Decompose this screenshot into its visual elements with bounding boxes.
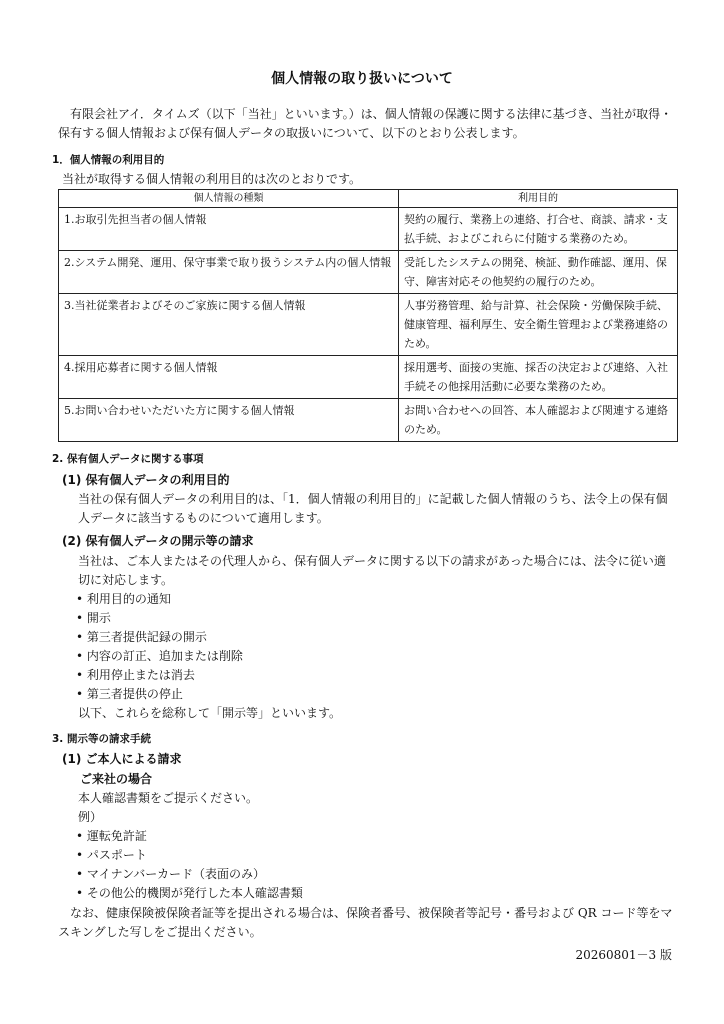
section-1-heading: 1．個人情報の利用目的 bbox=[52, 154, 165, 166]
section-2-heading: 2. 保有個人データに関する事項 bbox=[52, 453, 204, 465]
example-label: 例） bbox=[78, 810, 103, 824]
table-cell-purpose: 契約の履行、業務上の連絡、打合せ、商談、請求・支払手続、およびこれらに付随する業務のため。 bbox=[399, 208, 678, 251]
list-item: • マイナンバーカード（表面のみ） bbox=[76, 865, 303, 884]
section-1-lead: 当社が取得する個人情報の利用目的は次のとおりです。 bbox=[62, 172, 362, 186]
table-cell-type: 1.お取引先担当者の個人情報 bbox=[59, 208, 399, 251]
section-2-sub1-heading: (1) 保有個人データの利用目的 bbox=[62, 473, 230, 487]
table-row bbox=[59, 294, 678, 356]
list-item: • 内容の訂正、追加または削除 bbox=[76, 647, 243, 666]
table-cell-purpose: 採用選考、面接の実施、採否の決定および連絡、入社手続その他採用活動に必要な業務のため。 bbox=[399, 356, 678, 399]
id-document-list bbox=[76, 827, 303, 903]
list-item: • 利用目的の通知 bbox=[76, 590, 243, 609]
table-cell-purpose: 人事労務管理、給与計算、社会保険・労働保険手続、健康管理、福利厚生、安全衛生管理および業務連絡のため。 bbox=[399, 294, 678, 356]
table-row bbox=[59, 208, 678, 251]
list-item: • パスポート bbox=[76, 846, 303, 865]
table-cell-type: 2.システム開発、運用、保守事業で取り扱うシステム内の個人情報 bbox=[59, 251, 399, 294]
table-header-purpose: 利用目的 bbox=[399, 190, 678, 208]
intro-paragraph: 有限会社アイ．タイムズ（以下「当社」といいます。）は、個人情報の保護に関する法律に基づき、当社が取得・保有する個人情報および保有個人データの取扱いについて、以下のとおり公表します。 bbox=[58, 107, 673, 140]
list-item: • 第三者提供の停止 bbox=[76, 685, 243, 704]
table-row bbox=[59, 399, 678, 442]
table-header-type: 個人情報の種類 bbox=[59, 190, 399, 208]
disclosure-request-list bbox=[76, 590, 243, 704]
list-item: • その他公的機関が発行した本人確認書類 bbox=[76, 884, 303, 903]
page-title: 個人情報の取り扱いについて bbox=[271, 71, 453, 87]
table-cell-type: 3.当社従業者およびそのご家族に関する個人情報 bbox=[59, 294, 399, 356]
section-3-sub1-heading: (1) ご本人による請求 bbox=[62, 752, 182, 766]
table-header-row bbox=[59, 190, 678, 208]
list-item: • 開示 bbox=[76, 609, 243, 628]
table-cell-type: 4.採用応募者に関する個人情報 bbox=[59, 356, 399, 399]
table-cell-purpose: 受託したシステムの開発、検証、動作確認、運用、保守、障害対応その他契約の履行のため。 bbox=[399, 251, 678, 294]
section-2-sub2-body: 当社は、ご本人またはその代理人から、保有個人データに関する以下の請求があった場合には、法令に従い適切に対応します。 bbox=[78, 554, 666, 587]
list-item: • 利用停止または消去 bbox=[76, 666, 243, 685]
section-2-sub2-heading: (2) 保有個人データの開示等の請求 bbox=[62, 534, 254, 548]
visit-heading: ご来社の場合 bbox=[80, 772, 153, 786]
purpose-table bbox=[58, 189, 678, 442]
list-item: • 運転免許証 bbox=[76, 827, 303, 846]
table-row bbox=[59, 356, 678, 399]
masking-note: なお、健康保険被保険者証等を提出される場合は、保険者番号、被保険者等記号・番号および QR コード等をマスキングした写しをご提出ください。 bbox=[58, 906, 673, 939]
table-cell-purpose: お問い合わせへの回答、本人確認および関連する連絡のため。 bbox=[399, 399, 678, 442]
list-item: • 第三者提供記録の開示 bbox=[76, 628, 243, 647]
section-2-sub1-body: 当社の保有個人データの利用目的は、「1．個人情報の利用目的」に記載した個人情報のうち、法令上の保有個人データに該当するものについて適用します。 bbox=[78, 492, 668, 525]
table-cell-type: 5.お問い合わせいただいた方に関する個人情報 bbox=[59, 399, 399, 442]
section-2-closing: 以下、これらを総称して「開示等」といいます。 bbox=[78, 706, 342, 720]
version-label: 20260801－3 版 bbox=[575, 948, 672, 962]
section-3-heading: 3. 開示等の請求手続 bbox=[52, 733, 151, 745]
table-row bbox=[59, 251, 678, 294]
visit-body: 本人確認書類をご提示ください。 bbox=[78, 791, 259, 805]
